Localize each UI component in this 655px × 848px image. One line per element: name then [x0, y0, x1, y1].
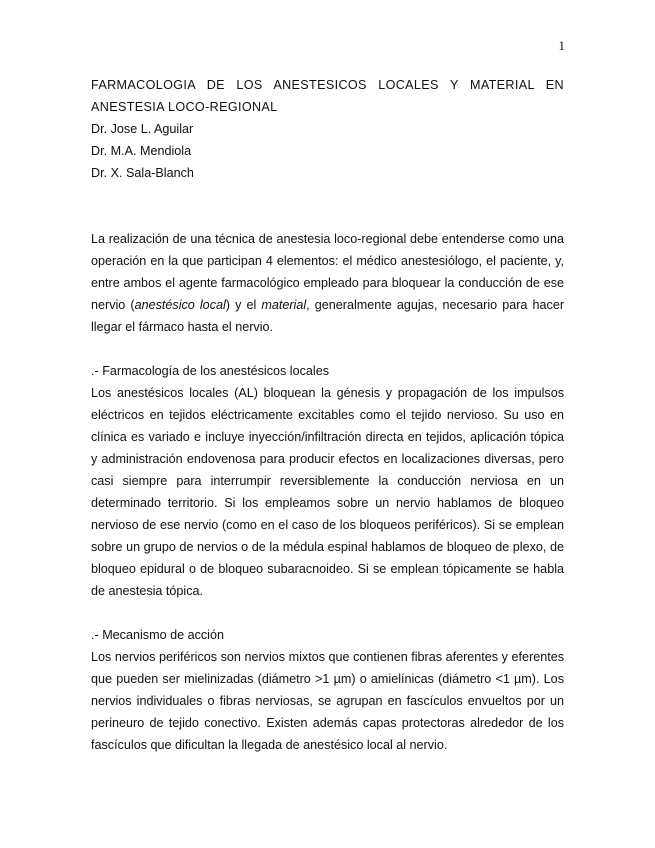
section-heading-farmacologia: .- Farmacología de los anestésicos locales	[91, 364, 329, 378]
page-number: 1	[558, 38, 565, 53]
section-body-mecanismo: Los nervios periféricos son nervios mixtos que contienen fibras aferentes y eferentes que pueden ser mielinizadas (diámetro >1 µm) o amielínicas (diámetro <1 µm). Los nervios individuales o fibras nerviosas, se agrupan en fascículos envueltos por un perineuro de tejido conectivo. Existen además capas protectoras alrededor de los fascículos que dificultan la llegada de anestésico local al nervio.	[91, 650, 564, 752]
intro-paragraph	[91, 228, 564, 338]
author-list	[91, 118, 564, 184]
author-3: Dr. X. Sala-Blanch	[91, 166, 194, 180]
spacer	[91, 338, 564, 360]
section-body-farmacologia: Los anestésicos locales (AL) bloquean la génesis y propagación de los impulsos eléctricos en tejidos eléctricamente excitables como el tejido nervioso. Su uso en clínica es variado e incluye inyección/infiltración directa en tejidos, aplicación tópica y administración endovenosa para producir efectos en localizaciones diversas, pero casi siempre para interrumpir reversiblemente la conducción nerviosa en un determinado territorio. Si los empleamos sobre un nervio hablamos de bloqueo nervioso de ese nervio (como en el caso de los bloqueos periféricos). Si se emplean sobre un grupo de nervios o de la médula espinal hablamos de bloqueo de plexo, de bloqueo epidural o de bloqueo subaracnoideo. Si se emplean tópicamente se habla de anestesia tópica.	[91, 386, 564, 598]
intro-text-1: La realización de una técnica de anestesia loco-regional debe entenderse como una operación en la que participan 4 elementos: el médico anestesiólogo, el paciente, y, entre ambos el agente farmacológico empleado para bloquear la conducción de ese nervio (	[91, 232, 564, 312]
author-1: Dr. Jose L. Aguilar	[91, 122, 194, 136]
intro-text-3: , generalmente agujas, necesario para hacer llegar el fármaco hasta el nervio.	[91, 298, 565, 334]
intro-text-2: ) y el	[225, 298, 262, 312]
section-heading-mecanismo: .- Mecanismo de acción	[91, 628, 224, 642]
intro-emphasis-material: material	[261, 298, 307, 312]
intro-emphasis-anestesico: anestésico local	[134, 298, 226, 312]
spacer	[91, 184, 564, 228]
spacer	[91, 602, 564, 624]
document-body	[91, 74, 564, 756]
document-title: FARMACOLOGIA DE LOS ANESTESICOS LOCALES Y MATERIAL EN ANESTESIA LOCO-REGIONAL	[91, 78, 564, 114]
author-2: Dr. M.A. Mendiola	[91, 144, 192, 158]
